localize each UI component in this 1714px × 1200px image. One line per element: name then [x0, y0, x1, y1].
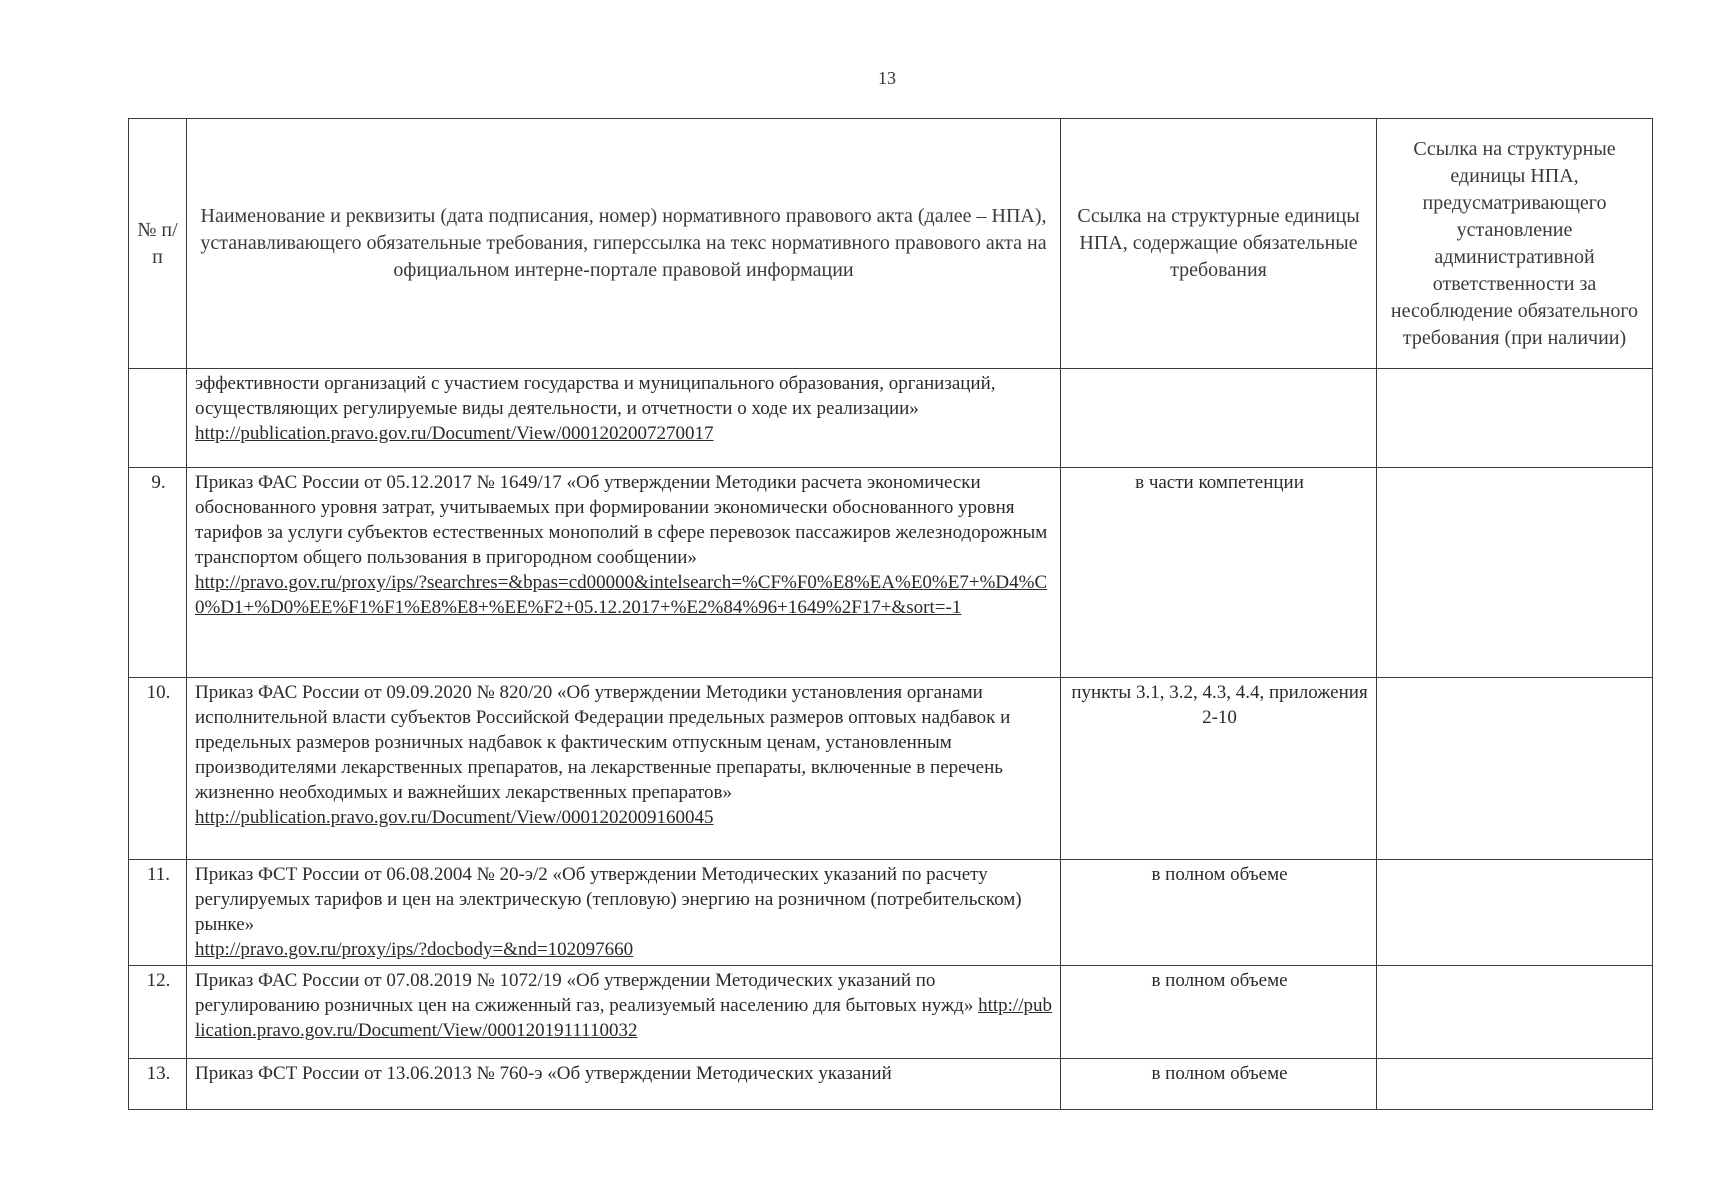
row-units: в полном объеме [1061, 1059, 1377, 1110]
row-number: 10. [129, 678, 187, 860]
row-units: пункты 3.1, 3.2, 4.3, 4.4, приложения 2-10 [1061, 678, 1377, 860]
row-act-link[interactable]: http://pravo.gov.ru/proxy/ips/?docbody=&nd=102097660 [195, 939, 634, 961]
table-row [129, 860, 1653, 966]
row-act-text: Приказ ФАС России от 09.09.2020 № 820/20 «Об утверждении Методики установления органами исполнительной власти субъектов Российской Федерации предельных размеров оптовых надбавок и предельных размеров розничных надбавок к фактическим отпускным ценам, установленным производителями лекарственных препаратов, на лекарственные препараты, включенные в перечень жизненно необходимых и важнейших лекарственных препаратов» [195, 682, 1011, 804]
row-act-cell [187, 1059, 1061, 1110]
header-admin: Ссылка на структурные единицы НПА, предусматривающего установление административной ответственности за несоблюдение обязательного требования (при наличии) [1377, 119, 1653, 369]
header-units: Ссылка на структурные единицы НПА, содержащие обязательные требования [1061, 119, 1377, 369]
header-name: Наименование и реквизиты (дата подписания, номер) нормативного правового акта (далее – НПА), устанавливающего обязательные требования, гиперссылка на текс нормативного правового акта на официальном интерне-портале правовой информации [187, 119, 1061, 369]
table-row [129, 1059, 1653, 1110]
row-admin [1377, 369, 1653, 468]
row-act-link[interactable]: http://publication.pravo.gov.ru/Document/View/0001202009160045 [195, 807, 714, 829]
row-admin [1377, 860, 1653, 966]
row-admin [1377, 966, 1653, 1059]
row-number: 12. [129, 966, 187, 1059]
row-act-cell [187, 468, 1061, 678]
row-units: в полном объеме [1061, 966, 1377, 1059]
row-admin [1377, 678, 1653, 860]
row-act-text: Приказ ФСТ России от 06.08.2004 № 20-э/2 «Об утверждении Методических указаний по расчету регулируемых тарифов и цен на электрическую (тепловую) энергию на розничном (потребительском) рынке» [195, 864, 1022, 936]
row-act-link[interactable]: http://pravo.gov.ru/proxy/ips/?searchres=&bpas=cd00000&intelsearch=%CF%F0%E8%EA%E0%E7+%D4%C0%D1+%D0%EE%F1%F1%E8%E8+%EE%F2+05.12.2017+%E2%84%96+1649%2F17+&sort=-1 [195, 572, 1048, 619]
row-number: 11. [129, 860, 187, 966]
row-act-text: Приказ ФАС России от 07.08.2019 № 1072/19 «Об утверждении Методических указаний по регулированию розничных цен на сжиженный газ, реализуемый населению для бытовых нужд» [195, 970, 974, 1017]
row-act-link[interactable]: http://publication.pravo.gov.ru/Document/View/0001201911110032 [195, 995, 1052, 1042]
row-act-text: Приказ ФАС России от 05.12.2017 № 1649/17 «Об утверждении Методики расчета экономически обоснованного уровня затрат, учитываемых при формировании экономически обоснованного уровня тарифов за услуги субъектов естественных монополий в сфере перевозок пассажиров железнодорожным транспортом общего пользования в пригородном сообщении» [195, 472, 1048, 569]
row-number: 9. [129, 468, 187, 678]
table-row [129, 369, 1653, 468]
npa-table [128, 118, 1653, 1110]
page-number: 13 [878, 68, 896, 88]
header-row [129, 119, 1653, 369]
row-act-link[interactable]: http://publication.pravo.gov.ru/Document/View/0001202007270017 [195, 423, 714, 444]
row-act-cell [187, 369, 1061, 468]
row-act-text: эффективности организаций с участием государства и муниципального образования, организаций, осуществляющих регулируемые виды деятельности, и отчетности о ходе их реализации» [195, 373, 996, 419]
table-row [129, 966, 1653, 1059]
row-admin [1377, 1059, 1653, 1110]
table-row [129, 468, 1653, 678]
row-units: в части компетенции [1061, 468, 1377, 678]
row-number: 13. [129, 1059, 187, 1110]
header-num: № п/п [129, 119, 187, 369]
row-units [1061, 369, 1377, 468]
row-number [129, 369, 187, 468]
table-row [129, 678, 1653, 860]
row-act-cell [187, 678, 1061, 860]
row-act-cell [187, 860, 1061, 966]
row-admin [1377, 468, 1653, 678]
row-units: в полном объеме [1061, 860, 1377, 966]
row-act-text: Приказ ФСТ России от 13.06.2013 № 760-э «Об утверждении Методических указаний [195, 1063, 892, 1085]
row-act-cell [187, 966, 1061, 1059]
